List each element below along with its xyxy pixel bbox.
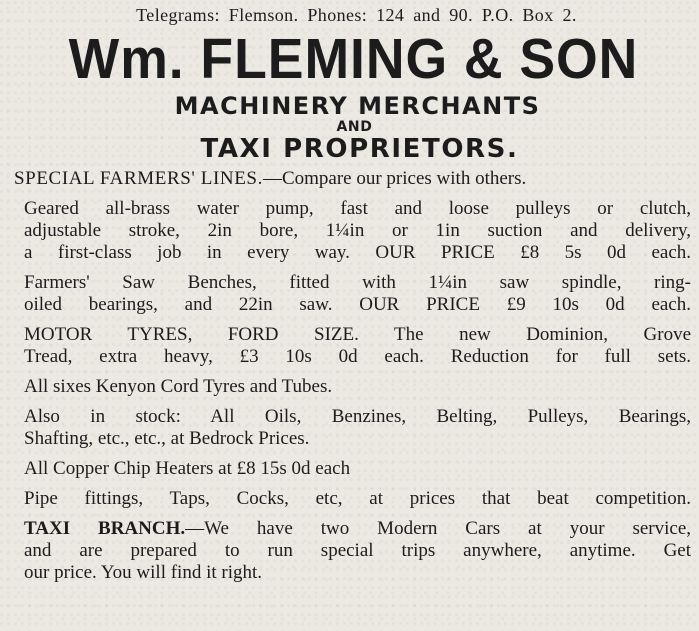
kenyon-line: All sixes Kenyon Cord Tyres and Tubes. xyxy=(24,376,333,397)
taxi-line-1 xyxy=(24,518,691,540)
water-pump-paragraph xyxy=(14,198,691,264)
saw-bench-paragraph xyxy=(14,272,691,316)
stock-line-1: Also in stock: All Oils, Benzines, Belting, Pulleys, Bearings, xyxy=(24,406,691,427)
tyres-line-1: MOTOR TYRES, FORD SIZE. The new Dominion, Grove xyxy=(24,324,691,345)
motor-tyres-paragraph xyxy=(14,324,691,368)
pump-line-1: Geared all-brass water pump, fast and loose pulleys or clutch, xyxy=(24,198,691,219)
pump-line-2: adjustable stroke, 2in bore, 1¼in or 1in suction and delivery, xyxy=(24,220,691,241)
taxi-line-2: and are prepared to run special trips anywhere, anytime. Get xyxy=(24,540,691,561)
firm-name: Wm. FLEMING & SON xyxy=(68,27,639,91)
tyres-line-2: Tread, extra heavy, £3 10s 0d each. Reduction for full sets. xyxy=(24,346,691,367)
heaters-paragraph xyxy=(14,458,691,480)
taxi-line-3: our price. You will find it right. xyxy=(24,562,263,583)
kenyon-paragraph xyxy=(14,376,691,398)
stock-paragraph xyxy=(14,406,691,450)
pipes-line: Pipe fittings, Taps, Cocks, etc, at prices that beat competition. xyxy=(24,488,691,509)
heaters-line: All Copper Chip Heaters at £8 15s 0d each xyxy=(24,458,351,479)
taxi-first-rest: —We have two Modern Cars at your service, xyxy=(185,518,692,539)
contact-line: Telegrams: Flemson. Phones: 124 and 90. P.O. Box 2. xyxy=(136,5,577,25)
subtitle-taxi-proprietors: TAXI PROPRIETORS. xyxy=(200,134,519,164)
pump-line-3: a first-class job in every way. OUR PRICE £8 5s 0d each. xyxy=(24,242,691,263)
subtitle-machinery-merchants: MACHINERY MERCHANTS xyxy=(174,92,541,120)
saw-line-1: Farmers' Saw Benches, fitted with 1¼in saw spindle, ring- xyxy=(24,272,691,293)
special-farmers-lines xyxy=(14,168,691,190)
subtitle-and: AND xyxy=(336,119,373,135)
special-rest: —Compare our prices with others. xyxy=(262,168,527,189)
special-lead: SPECIAL FARMERS' LINES. xyxy=(14,168,263,189)
taxi-branch-paragraph xyxy=(14,518,691,584)
taxi-lead: TAXI BRANCH. xyxy=(24,518,186,539)
stock-line-2: Shafting, etc., etc., at Bedrock Prices. xyxy=(24,428,310,449)
saw-line-2: oiled bearings, and 22in saw. OUR PRICE £9 10s 0d each. xyxy=(24,294,691,315)
pipe-fittings-paragraph xyxy=(14,488,691,510)
special-line xyxy=(14,168,691,190)
